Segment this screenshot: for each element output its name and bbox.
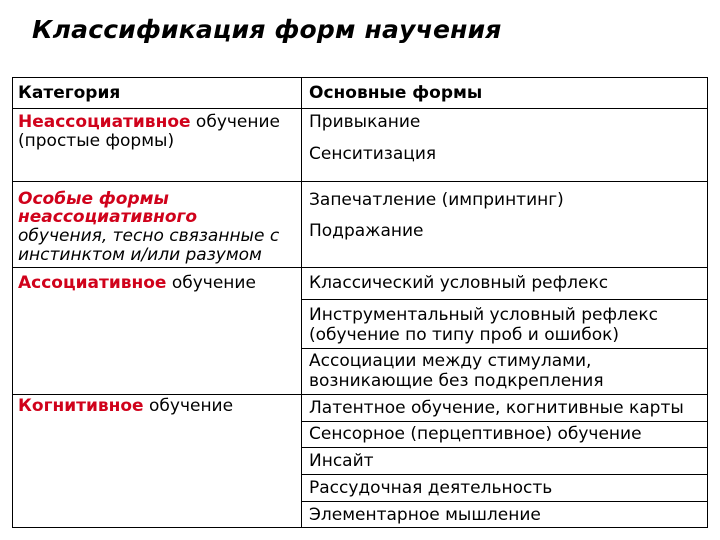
form-item: Элементарное мышление — [309, 505, 541, 525]
page-title: Классификация форм научения — [32, 15, 502, 44]
category-highlight: Неассоциативное — [18, 112, 191, 132]
category-special-line3: обучения, тесно связанные с — [18, 226, 280, 246]
form-item: Латентное обучение, когнитивные карты — [309, 398, 684, 418]
form-item: (обучение по типу проб и ошибок) — [309, 325, 619, 345]
category-special-line1: Особые формы — [18, 189, 169, 209]
column-divider — [301, 78, 302, 527]
form-item: Запечатление (импринтинг) — [309, 190, 564, 210]
category-associative — [18, 273, 256, 293]
category-special-line4: инстинктом и/или разумом — [18, 245, 262, 265]
classification-table — [12, 77, 708, 528]
header-forms: Основные формы — [309, 83, 483, 103]
form-item: Инсайт — [309, 451, 374, 471]
form-item: Привыкание — [309, 112, 421, 132]
row-divider — [301, 447, 707, 448]
row-divider — [13, 181, 707, 182]
category-special-line2: неассоциативного — [18, 207, 198, 227]
form-item: Сенсорное (перцептивное) обучение — [309, 424, 642, 444]
category-note: (простые формы) — [18, 131, 175, 151]
category-nonassociative — [18, 112, 280, 132]
row-divider — [301, 421, 707, 422]
form-item: Подражание — [309, 221, 424, 241]
form-item: возникающие без подкрепления — [309, 371, 604, 391]
category-rest: обучение — [166, 273, 256, 293]
form-item: Инструментальный условный рефлекс — [309, 305, 658, 325]
row-divider — [301, 348, 707, 349]
header-category: Категория — [18, 83, 121, 103]
row-divider — [301, 299, 707, 300]
category-rest: обучение — [143, 396, 234, 416]
form-item: Рассудочная деятельность — [309, 478, 553, 498]
row-divider — [13, 267, 707, 268]
row-divider — [301, 501, 707, 502]
form-item: Классический условный рефлекс — [309, 273, 609, 293]
form-item: Сенситизация — [309, 144, 437, 164]
category-highlight: Ассоциативное — [18, 273, 167, 293]
category-rest: обучение — [190, 112, 281, 132]
category-cognitive — [18, 396, 233, 416]
form-item: Ассоциации между стимулами, — [309, 351, 592, 371]
row-divider — [13, 108, 707, 109]
category-highlight: Когнитивное — [18, 396, 144, 416]
row-divider — [13, 394, 707, 395]
row-divider — [301, 474, 707, 475]
